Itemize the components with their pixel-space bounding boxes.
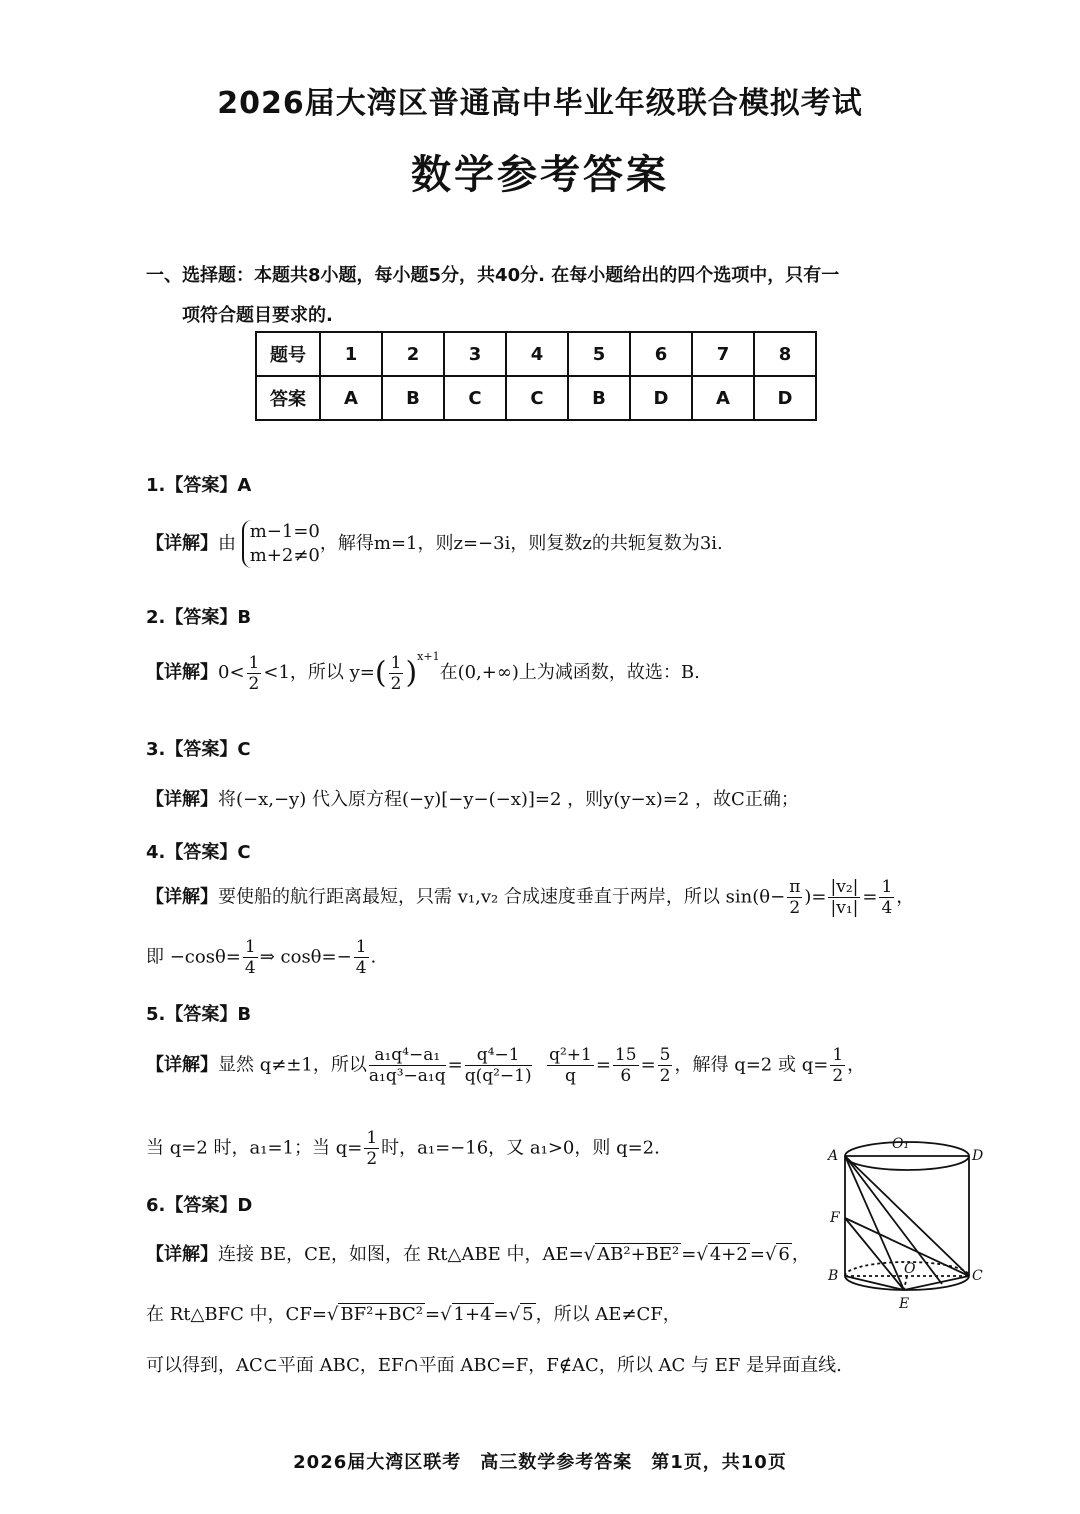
fraction-numerator: q⁴−1 (465, 1045, 532, 1066)
q6-explanation-line1: 【详解】连接 BE，CE，如图，在 Rt△ABE 中，AE=√ AB²+BE² =√ 4+2 =√ 6 ， (146, 1244, 810, 1265)
q4-velocity-ratio (828, 877, 860, 918)
q6-eq1: = (681, 1244, 697, 1265)
q6-label: 【详解】 (146, 1244, 218, 1265)
q6-explanation-line3 (146, 1351, 842, 1377)
q4-mid: )= (804, 886, 827, 908)
fraction-denominator: 2 (659, 1066, 671, 1086)
q4-quarter-3 (354, 937, 369, 978)
q3-explanation (146, 785, 799, 811)
label-O: O (904, 1261, 916, 1277)
q1-label: 【详解】 (146, 533, 218, 554)
q5-pre: 显然 q≠±1，所以 (218, 1054, 367, 1076)
q1-eq1: m−1=0 (249, 521, 320, 542)
q4-answer-head: 4.【答案】C (146, 842, 251, 863)
q2-mid: <1，所以 y= (263, 662, 375, 683)
fraction-denominator: 4 (355, 958, 367, 978)
fraction-denominator: a₁q³−a₁q (368, 1066, 446, 1086)
page-title: 数学参考答案 (411, 152, 669, 198)
fraction-denominator: 2 (248, 673, 260, 694)
label-B: B (828, 1268, 839, 1284)
q5-eq-2: = (595, 1054, 611, 1076)
fraction-denominator: 6 (620, 1066, 632, 1086)
q4-explanation-line1 (146, 877, 914, 918)
q1-explanation (146, 520, 723, 568)
cylinder-figure (822, 1128, 992, 1318)
answer-table (255, 331, 817, 421)
q5-fraction-5 (658, 1045, 673, 1086)
fraction-numerator: 1 (390, 652, 402, 673)
table-cell: 5 (568, 332, 630, 376)
table-cell: C (444, 376, 506, 420)
fraction-denominator: q(q²−1) (464, 1066, 532, 1086)
q5-fraction-1 (369, 1045, 446, 1086)
q2-exponent: x+1 (417, 650, 440, 663)
label-C: C (972, 1268, 983, 1284)
fraction-numerator: 1 (355, 937, 367, 957)
q6-sqrt4: BF²+BC² (340, 1304, 423, 1325)
q4-quarter (879, 877, 894, 918)
q6-sqrt1: AB²+BE² (597, 1244, 680, 1265)
table-header-answer: 答案 (256, 376, 320, 420)
table-cell: A (692, 376, 754, 420)
q6-line1: 连接 BE，CE，如图，在 Rt△ABE 中，AE= (218, 1244, 584, 1265)
fraction-numerator: 15 (614, 1045, 637, 1065)
label-A: A (828, 1148, 839, 1164)
page-footer: 2026届大湾区联考 高三数学参考答案 第1页，共10页 (293, 1452, 787, 1473)
q6-sqrt5: 1+4 (453, 1304, 492, 1325)
q6-eq2: = (749, 1244, 765, 1265)
label-F: F (830, 1210, 840, 1226)
fraction-denominator: 4 (881, 898, 893, 918)
table-cell: 7 (692, 332, 754, 376)
q4-line2-end: . (370, 946, 377, 968)
q6-line2: 在 Rt△BFC 中，CF= (146, 1304, 327, 1325)
fraction-denominator: |v₁| (830, 898, 859, 918)
q6-sqrt2: 4+2 (709, 1244, 748, 1265)
label-E: E (899, 1296, 910, 1312)
q5-fraction-3 (547, 1045, 594, 1086)
section-intro-line2: 项符合题目要求的. (182, 305, 333, 326)
line-AC (845, 1156, 969, 1276)
q5-label: 【详解】 (146, 1054, 218, 1076)
line-OE (904, 1276, 907, 1290)
q2-label: 【详解】 (146, 662, 218, 683)
q6-line2-end: ，所以 AE≠CF， (535, 1304, 681, 1325)
table-cell: 6 (630, 332, 692, 376)
q4-pi-over-2 (787, 877, 802, 918)
table-cell: D (754, 376, 816, 420)
q5-answer-head: 5.【答案】B (146, 1004, 252, 1025)
q5-explanation-line1 (146, 1045, 865, 1086)
q6-sqrt3: 6 (778, 1244, 790, 1265)
q4-text1: 要使船的航行距离最短，只需 v₁,v₂ 合成速度垂直于两岸，所以 sin(θ− (218, 886, 786, 908)
paren-right: ) (405, 655, 418, 691)
q3-label: 【详解】 (146, 789, 218, 810)
q2-explanation (146, 650, 700, 694)
q6-end1: ， (791, 1244, 810, 1265)
q2-fraction-half (247, 653, 262, 694)
fraction-denominator: 2 (832, 1066, 844, 1086)
section-intro-line1: 一、选择题：本题共8小题，每小题5分，共40分. 在每小题给出的四个选项中，只有一 (146, 265, 840, 286)
fraction-denominator: 2 (789, 898, 801, 918)
fraction-numerator: π (789, 877, 801, 897)
q1-system (242, 520, 320, 568)
table-cell: 2 (382, 332, 444, 376)
q5-eq-3: = (640, 1054, 656, 1076)
q6-eq3: = (424, 1304, 441, 1325)
q1-post: ，解得m=1，则z=−3i，则复数z的共轭复数为3i. (319, 533, 723, 554)
section-intro (146, 256, 946, 336)
table-cell: B (382, 376, 444, 420)
q4-label: 【详解】 (146, 886, 218, 908)
q3-text: 将(−x,−y) 代入原方程(−y)[−y−(−x)]=2 ，则y(y−x)=2 ，故C正确； (218, 789, 799, 810)
table-header-question: 题号 (256, 332, 320, 376)
q5-eq: = (447, 1054, 463, 1076)
fraction-numerator: 1 (244, 937, 256, 957)
fraction-numerator: q²+1 (549, 1045, 592, 1065)
q5-fraction-2 (465, 1045, 532, 1086)
table-cell: B (568, 376, 630, 420)
table-cell: 4 (506, 332, 568, 376)
q6-explanation-line2: 在 Rt△BFC 中，CF=√ BF²+BC² =√ 1+4 =√ 5 ，所以 AE≠CF， (146, 1304, 681, 1325)
q6-eq4: = (493, 1304, 509, 1325)
table-cell: 1 (320, 332, 382, 376)
q5-line2-a: 当 q=2 时，a₁=1；当 q= (146, 1137, 363, 1159)
answer-table-row-questions (256, 332, 816, 376)
table-cell: D (630, 376, 692, 420)
q2-pre: 0< (218, 662, 245, 683)
fraction-denominator: q (565, 1066, 576, 1086)
q4-line2-mid: ⇒ cosθ=− (259, 946, 352, 968)
table-cell: A (320, 376, 382, 420)
paren-left: ( (374, 655, 387, 691)
q1-eq2: m+2≠0 (249, 545, 320, 566)
fraction-numerator: 1 (881, 877, 893, 897)
q5-half (830, 1045, 845, 1086)
exam-title: 2026届大湾区普通高中毕业年级联合模拟考试 (217, 86, 863, 121)
q1-answer-head: 1.【答案】A (146, 475, 252, 496)
q4-eq: = (862, 886, 878, 908)
q3-answer-head: 3.【答案】C (146, 739, 251, 760)
q5-fraction-4 (613, 1045, 639, 1086)
q5-explanation-line2 (146, 1128, 660, 1169)
q6-answer-head: 6.【答案】D (146, 1195, 253, 1216)
q2-post: 在(0,+∞)上为减函数，故选：B. (439, 662, 700, 683)
label-O1: O₁ (892, 1136, 910, 1152)
fraction-denominator: 2 (366, 1149, 378, 1169)
fraction-numerator: 1 (366, 1128, 378, 1148)
label-D: D (972, 1148, 984, 1164)
q5-line2-b: 时，a₁=−16，又 a₁>0，则 q=2. (381, 1137, 660, 1159)
table-cell: 8 (754, 332, 816, 376)
q2-answer-head: 2.【答案】B (146, 607, 252, 628)
fraction-numerator: 5 (659, 1045, 671, 1065)
table-cell: 3 (444, 332, 506, 376)
q1-pre: 由 (218, 533, 236, 554)
line-FE (845, 1218, 904, 1290)
q4-explanation-line2 (146, 937, 376, 978)
q2-base-fraction (389, 653, 404, 694)
q6-line3: 可以得到，AC⊂平面 ABC，EF∩平面 ABC=F，F∉AC，所以 AC 与 EF 是异面直线. (146, 1355, 842, 1376)
q6-sqrt6: 5 (522, 1304, 534, 1325)
fraction-numerator: 1 (832, 1045, 844, 1065)
q4-end1: ， (896, 886, 915, 908)
answer-table-row-answers (256, 376, 816, 420)
q5-end: ， (847, 1054, 866, 1076)
q5-post: ，解得 q=2 或 q= (674, 1054, 829, 1076)
fraction-numerator: 1 (248, 652, 260, 673)
fraction-numerator: a₁q⁴−a₁ (369, 1045, 446, 1066)
table-cell: C (506, 376, 568, 420)
fraction-numerator: |v₂| (830, 877, 859, 897)
fraction-denominator: 2 (390, 673, 402, 694)
q4-quarter-2 (243, 937, 258, 978)
fraction-denominator: 4 (244, 958, 256, 978)
q5-half-2 (364, 1128, 379, 1169)
q4-line2-pre: 即 −cosθ= (146, 946, 241, 968)
